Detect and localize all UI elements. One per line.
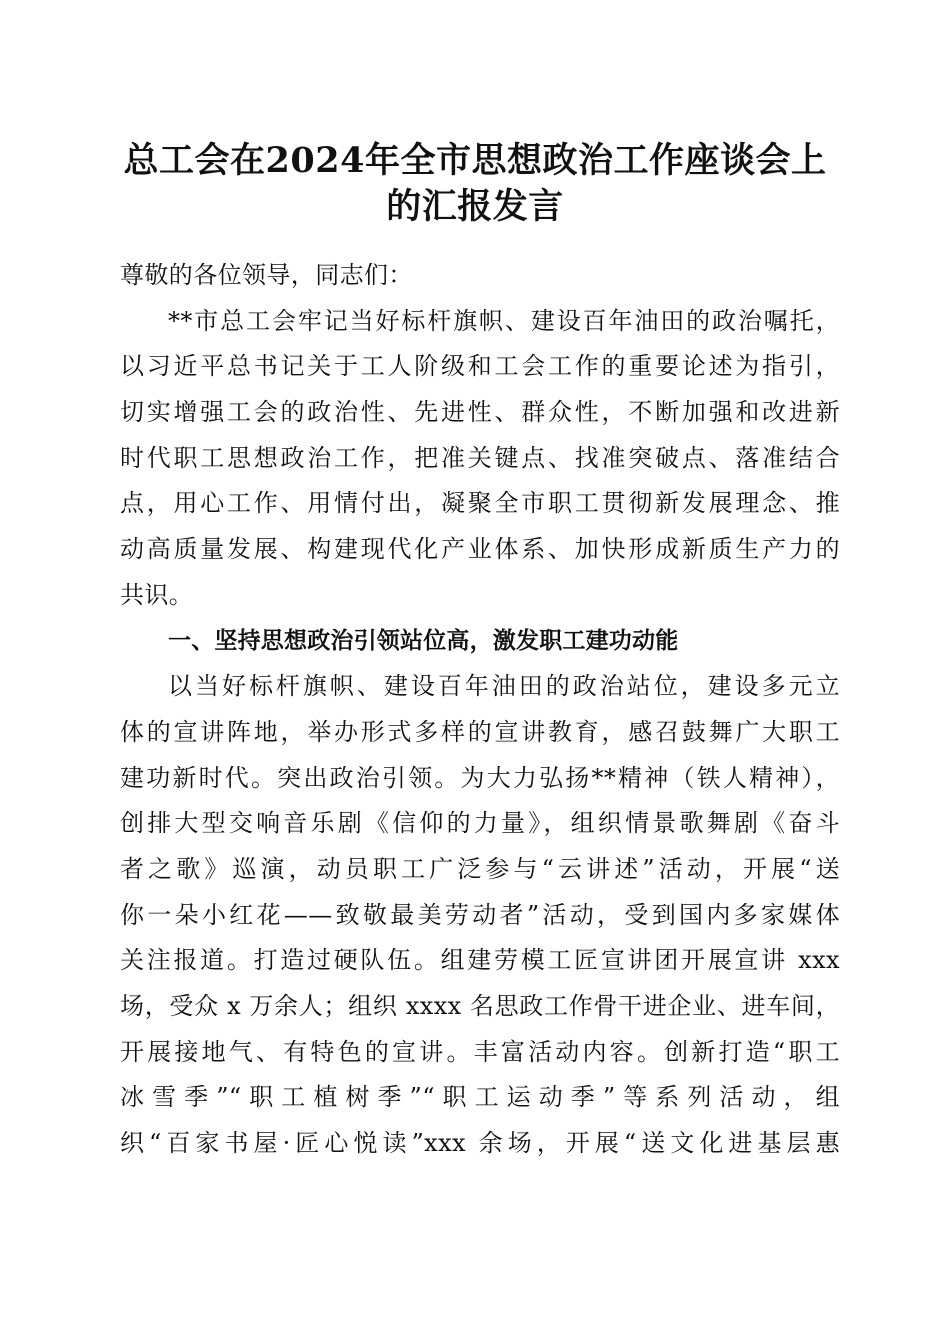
paragraph-line: 点，用心工作、用情付出，凝聚全市职工贯彻新发展理念、推 [120,489,840,518]
paragraph-line: **市总工会牢记当好标杆旗帜、建设百年油田的政治嘱托， [168,306,840,335]
paragraph-line: 建功新时代。突出政治引领。为大力弘扬**精神（铁人精神）， [120,763,840,792]
paragraph-line: 开展接地气、有特色的宣讲。丰富活动内容。创新打造“职工 [120,1037,840,1066]
paragraph-line: 你一朵小红花——致敬最美劳动者”活动，受到国内多家媒体 [120,900,840,929]
document-body [120,253,840,1167]
paragraph-line: 场，受众 x 万余人；组织 xxxx 名思政工作骨干进企业、进车间， [120,992,840,1020]
paragraph-line: 动高质量发展、构建现代化产业体系、加快形成新质生产力的 [120,535,840,564]
salutation: 尊敬的各位领导，同志们： [120,261,413,289]
paragraph-line: 时代职工思想政治工作，把准关键点、找准突破点、落准结合 [120,443,840,472]
paragraph-1 [120,299,840,619]
paragraph-line: 以习近平总书记关于工人阶级和工会工作的重要论述为指引， [120,352,840,381]
paragraph-line: 创排大型交响音乐剧《信仰的力量》，组织情景歌舞剧《奋斗 [120,809,840,838]
paragraph-2 [120,664,840,1167]
section-heading-1: 一、坚持思想政治引领站位高，激发职工建功动能 [168,627,679,654]
paragraph-line: 者之歌》巡演，动员职工广泛参与“云讲述”活动，开展“送 [120,854,840,883]
paragraph-line: 冰雪季”“职工植树季”“职工运动季”等系列活动，组 [120,1083,840,1112]
paragraph-line: 切实增强工会的政治性、先进性、群众性，不断加强和改进新 [120,398,840,427]
title-line-2: 的汇报发言 [386,186,564,227]
paragraph-line: 体的宣讲阵地，举办形式多样的宣讲教育，感召鼓舞广大职工 [120,717,840,746]
paragraph-line: 共识。 [120,580,194,609]
document-title [110,138,840,230]
paragraph-line: 以当好标杆旗帜、建设百年油田的政治站位，建设多元立 [168,672,840,701]
title-line-1: 总工会在2024年全市思想政治工作座谈会上 [123,140,827,181]
paragraph-line: 关注报道。打造过硬队伍。组建劳模工匠宣讲团开展宣讲 xxx [120,946,840,975]
paragraph-line: 织“百家书屋·匠心悦读”xxx 余场，开展“送文化进基层惠 [120,1129,840,1158]
